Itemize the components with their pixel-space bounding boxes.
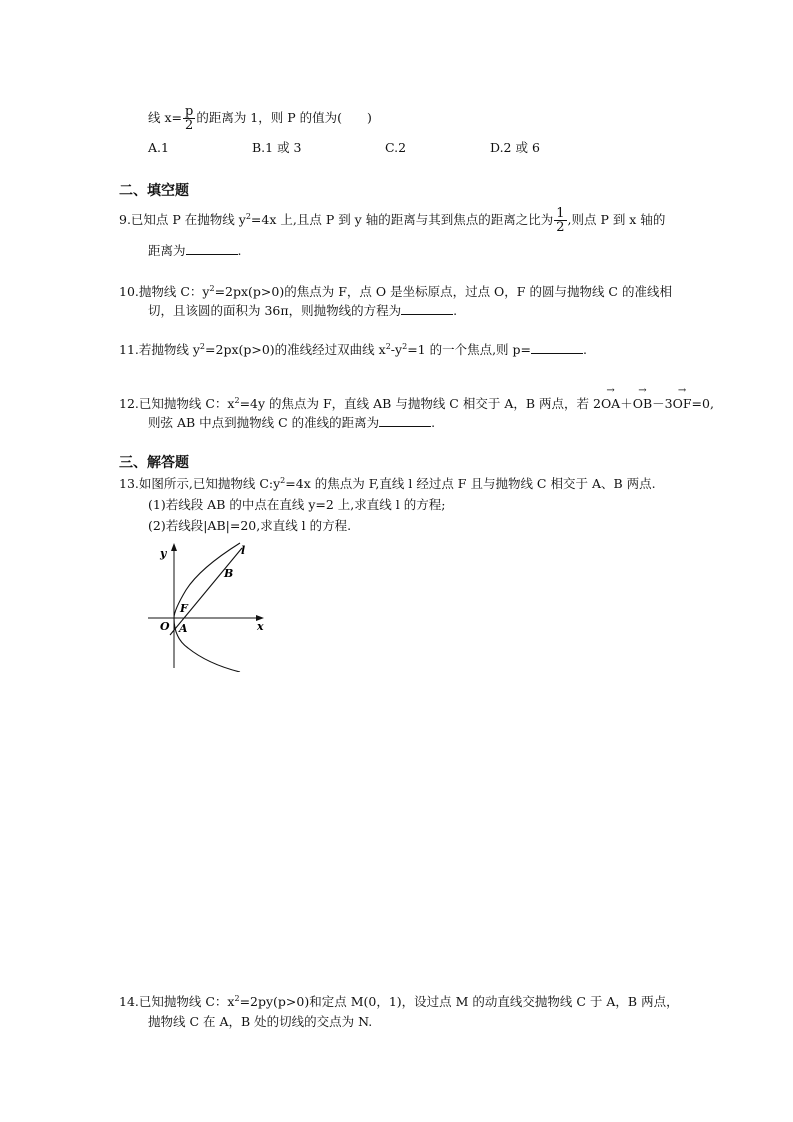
label-y: y [160, 547, 167, 560]
answer-blank [186, 242, 238, 255]
fraction-1-over-2: $\frac{1}{2}$ [556, 206, 565, 235]
parabola-figure [140, 540, 275, 672]
q12-line2: 则弦 AB 中点到抛物线 C 的准线的距离为 . [148, 415, 436, 430]
q9-line2: 距离为 . [148, 243, 242, 258]
q13-sub2: (2)若线段|AB|=20,求直线 l 的方程. [148, 518, 352, 533]
q8-option-b: B.1 或 3 [252, 140, 302, 155]
label-l: l [241, 544, 246, 557]
q13-sub1: (1)若线段 AB 的中点在直线 y=2 上,求直线 l 的方程; [148, 497, 446, 512]
answer-blank [379, 414, 431, 427]
q10-line2: 切，且该圆的面积为 36π，则抛物线的方程为 . [148, 303, 458, 318]
label-x: x [257, 620, 264, 633]
y-axis-arrow [171, 543, 177, 551]
label-f: F [180, 602, 188, 615]
q8-option-a: A.1 [148, 140, 169, 155]
q9-line1: 9.已知点 P 在抛物线 $y^2=4x$ 上,且点 P 到 y 轴的距离与其到焦点的距离之比为 $\frac{1}{2}$ ,则点 P 到 x 轴的 [119, 206, 666, 235]
answer-blank [531, 341, 583, 354]
q12-line1: 12.已知抛物线 C：$x^2=4y$ 的焦点为 F，直线 AB 与抛物线 C 相交于 A，B 两点，若 2→ OA＋→ OB－3→ OF=0, [119, 395, 714, 413]
q13-line1: 13.如图所示,已知抛物线 $C:y^2=4x$ 的焦点为 F,直线 l 经过点 F 且与抛物线 C 相交于 A、B 两点. [119, 476, 656, 491]
vector-oa: → OA [601, 395, 620, 413]
answer-blank [401, 302, 453, 315]
q11-line: 11.若抛物线 $y^2=2px(p>0)$的准线经过双曲线 $x^2-y^2=1$ 的一个焦点,则 p= . [119, 342, 587, 357]
vector-ob: → OB [633, 395, 652, 413]
fraction-p-over-2: $\frac{p}{2}$ [185, 104, 194, 133]
section-title-solutions: 三、解答题 [119, 455, 189, 471]
q8-option-d: D.2 或 6 [490, 140, 540, 155]
label-o: O [160, 620, 170, 633]
label-b: B [224, 567, 234, 580]
label-a: A [179, 622, 188, 635]
q8-line: 线 x= $\frac{p}{2}$ 的距离为 1，则 P 的值为( ) [148, 104, 372, 133]
section-title-fill-in: 二、填空题 [119, 183, 189, 199]
q14-line1: 14.已知抛物线 C：$x^2=2py(p>0)$和定点 M(0，1)，设过点 M 的动直线交抛物线 C 于 A，B 两点， [119, 994, 679, 1009]
q14-line2: 抛物线 C 在 A，B 处的切线的交点为 N. [148, 1014, 373, 1029]
vector-of: → OF [673, 395, 692, 413]
q8-option-c: C.2 [385, 140, 407, 155]
q10-line1: 10.抛物线 C：$y^2=2px(p>0)$的焦点为 F，点 O 是坐标原点，过点 O，F 的圆与抛物线 C 的准线相 [119, 284, 672, 299]
